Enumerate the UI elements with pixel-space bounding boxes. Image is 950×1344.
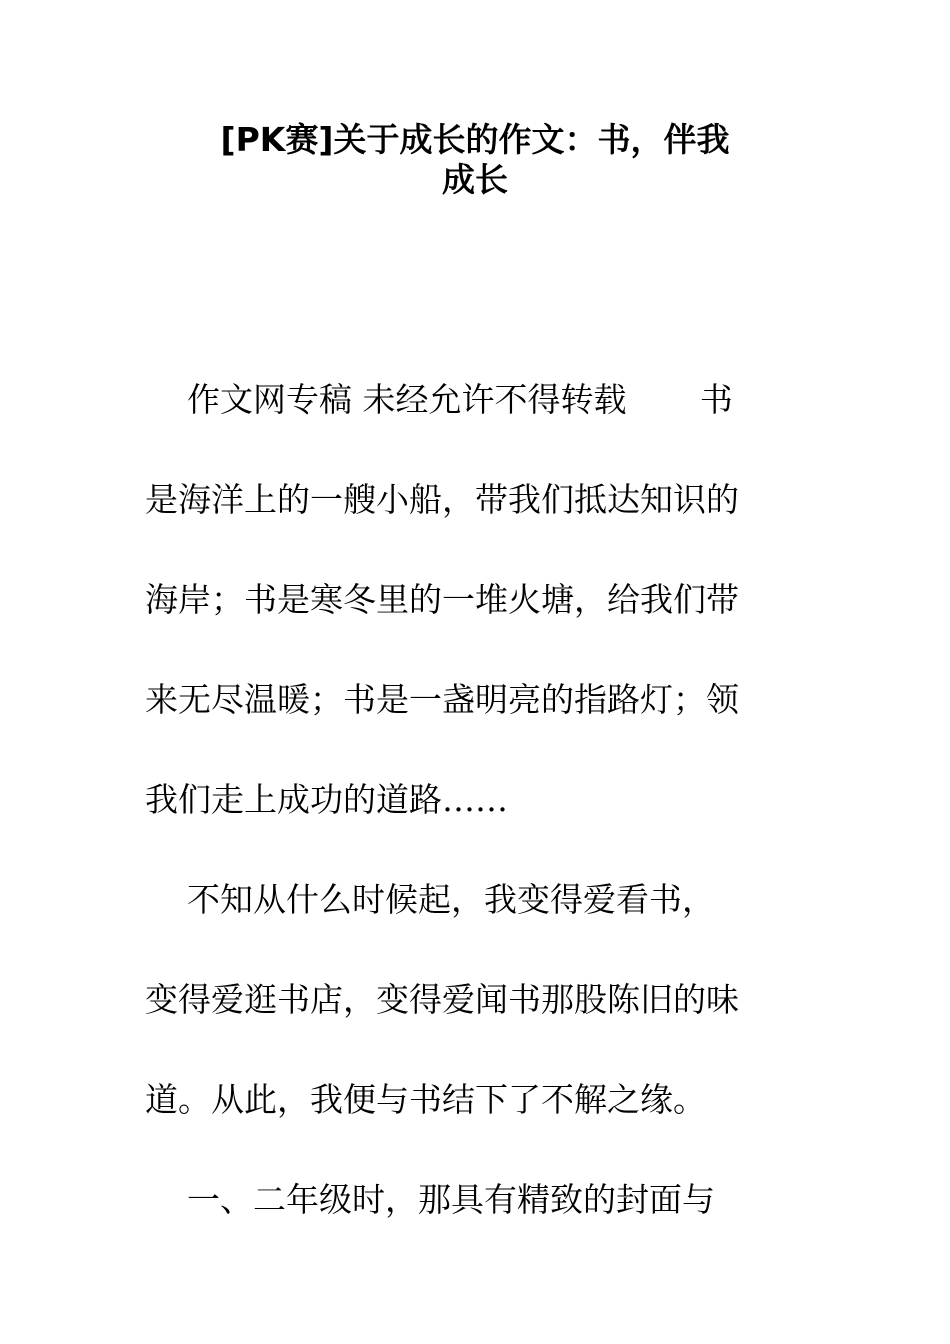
text-line: 是海洋上的一艘小船，带我们抵达知识的 bbox=[145, 480, 739, 519]
text-line: 我们走上成功的道路…… bbox=[145, 780, 508, 819]
text-line: 作文网专稿 未经允许不得转载 书 bbox=[145, 380, 733, 419]
text-line: 海岸；书是寒冬里的一堆火塘，给我们带 bbox=[145, 580, 739, 619]
text-line: 道。从此，我便与书结下了不解之缘。 bbox=[145, 1080, 706, 1119]
text-line: 变得爱逛书店，变得爱闻书那股陈旧的味 bbox=[145, 980, 739, 1019]
document-title bbox=[145, 120, 805, 200]
text-line: 不知从什么时候起，我变得爱看书， bbox=[145, 880, 715, 919]
text-line: 一、二年级时，那具有精致的封面与 bbox=[145, 1180, 715, 1219]
title-line-1: [PK赛]关于成长的作文：书，伴我 bbox=[220, 120, 730, 159]
text-line: 来无尽温暖；书是一盏明亮的指路灯；领 bbox=[145, 680, 739, 719]
title-line-2: 成长 bbox=[442, 160, 508, 199]
